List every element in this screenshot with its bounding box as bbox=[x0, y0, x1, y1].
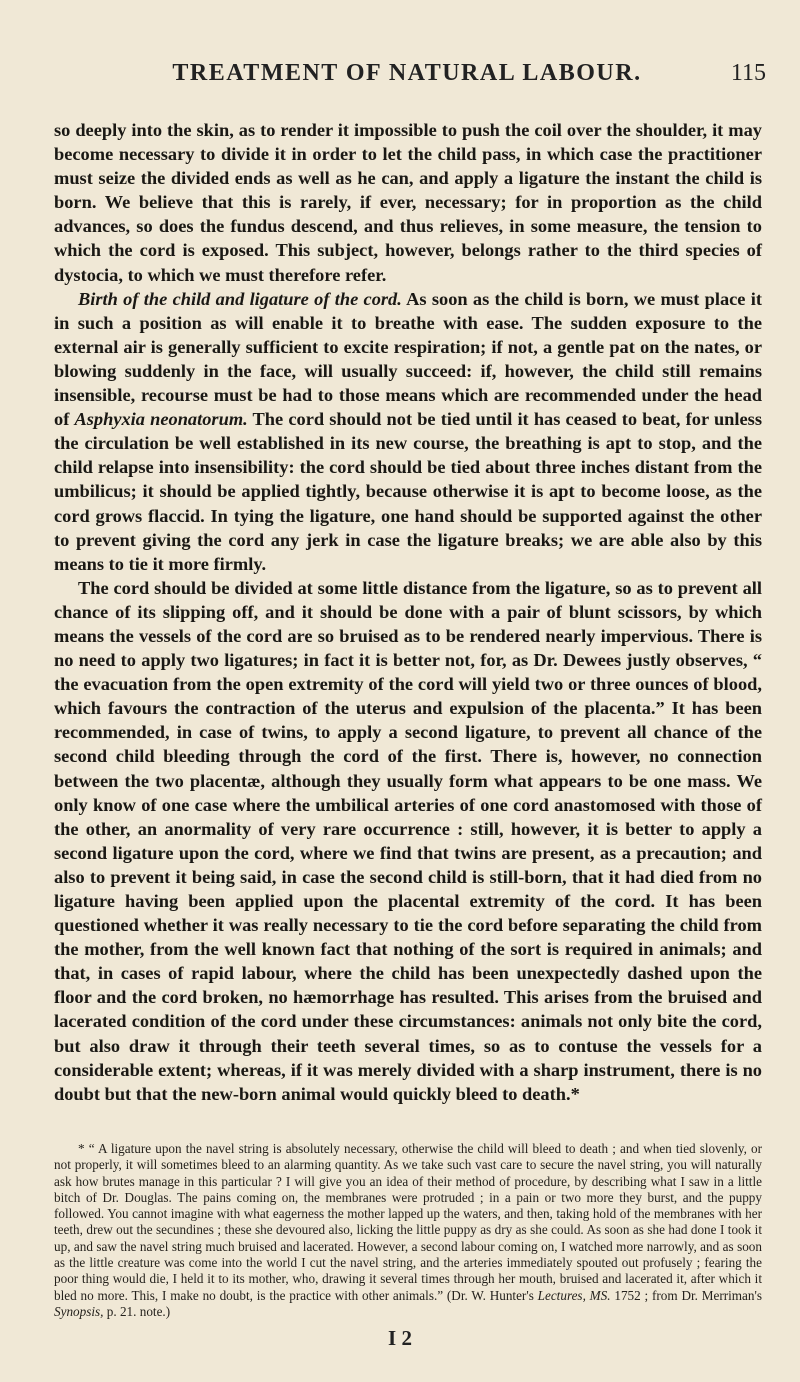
body-text bbox=[54, 118, 762, 1106]
footnote bbox=[54, 1141, 762, 1320]
paragraph-birth bbox=[54, 287, 762, 576]
footnote-synopsis: Synopsis, bbox=[54, 1303, 104, 1319]
footnote-lectures: Lectures, MS. bbox=[537, 1287, 611, 1303]
paragraph-birth-text-b: The cord should not be tied until it has ceased to beat, for unless the circulation be well established in its new course, the breathing is apt to stop, and the child relapse into insensibility: the cord should be tied about three inches distant from the umbilicus; it should be applied tightly, because otherwise it is apt to become loose, as the cord grows flaccid. In tying the ligature, one hand should be supported against the other to prevent giving the cord any jerk in case the ligature breaks; we are able also by this means to tie it more firmly. bbox=[54, 409, 762, 574]
paragraph-birth-text-a: As soon as the child is born, we must place it in such a position as will enable it to breathe with ease. The sudden exposure to the external air is generally sufficient to excite respiration; if not, a gentle pat on the nates, or blowing suddenly in the face, will usually succeed: if, however, the child still remains insensible, recourse must be had to those means which are recommended under the head of bbox=[54, 288, 762, 430]
section-heading: Birth of the child and ligature of the cord. bbox=[78, 288, 402, 309]
page-number: 115 bbox=[730, 60, 766, 86]
asphyxia-term: Asphyxia neonatorum. bbox=[74, 409, 248, 430]
footnote-text bbox=[54, 1141, 762, 1320]
running-head bbox=[48, 60, 766, 94]
footnote-text-c: p. 21. note.) bbox=[103, 1303, 171, 1319]
running-title: TREATMENT OF NATURAL LABOUR. bbox=[172, 60, 642, 86]
paragraph-divided: The cord should be divided at some little distance from the ligature, so as to prevent all chance of its slipping off, and it should be done with a pair of blunt scissors, by which means the vessels of the cord are so bruised as to be rendered nearly impervious. There is no need to apply two ligatures; in fact it is better not, for, as Dr. Dewees justly observes, “ the evacuation from the open extremity of the cord will yield two or three ounces of blood, which favours the contraction of the uterus and expulsion of the placenta.” It has been recommended, in case of twins, to apply a second ligature, to prevent all chance of the second child bleeding through the cord of the first. There is, however, no connection between the two placentæ, although they usually form what appears to be one mass. We only know of one case where the umbilical arteries of one cord anastomosed with those of the other, an anormality of very rare occurrence : still, however, it is better to apply a second ligature upon the cord, where we find that twins are present, as a precaution; and also to prevent it being said, in case the second child is still-born, that it had died from no ligature having been applied upon the placental extremity of the cord. It has been questioned whether it was really necessary to tie the cord before separating the child from the mother, from the well known fact that nothing of the sort is required in animals; and that, in cases of rapid labour, where the child has been unexpectedly dashed upon the floor and the cord broken, no hæmorrhage has resulted. This arises from the bruised and lacerated condition of the cord under these circumstances: animals not only bite the cord, but also draw it through their teeth several times, so as to contuse the vessels for a considerable extent; whereas, if it was merely divided with a sharp instrument, there is no doubt but that the new-born animal would quickly bleed to death.* bbox=[54, 577, 762, 1104]
footnote-text-a: * “ A ligature upon the navel string is absolutely necessary, otherwise the child will bleed to death ; and when tied slovenly, or not properly, it will sometimes bleed to an alarming quantity. As we take such vast care to secure the navel string, you will naturally ask how brutes manage in this particular ? I will give you an idea of their method of procedure, by describing what I saw in a little bitch of Dr. Douglas. The pains coming on, the membranes were protruded ; in a pain or two more they burst, and the puppy followed. You cannot imagine with what eagerness the mother lapped up the waters, and then, taking hold of the membranes with her teeth, drew out the secundines ; these she devoured also, licking the little puppy as dry as she could. As soon as she had done I took it up, and saw the navel string much bruised and lacerated. However, a second labour coming on, I watched more narrowly, and as soon as the little creature was come into the world I cut the navel string, and the arteries immediately spouted out profusely ; fearing the poor thing would die, I held it to its mother, who, drawing it several times through her mouth, bruised and lacerated it, after which it bled no more. This, I make no doubt, is the practice with other animals.” (Dr. W. Hunter's bbox=[54, 1141, 762, 1303]
signature-mark: I 2 bbox=[388, 1326, 412, 1350]
footnote-text-b: 1752 ; from Dr. Merriman's bbox=[610, 1287, 762, 1303]
paragraph-coil: so deeply into the skin, as to render it impossible to push the coil over the shoulder, it may become necessary to divide it in order to let the child pass, in which case the practitioner must seize the divided ends as well as he can, and apply a ligature the instant the child is born. We believe that this is rarely, if ever, necessary; for in proportion as the child advances, so does the fundus descend, and thus relieves, in some measure, the tension to which the cord is exposed. This subject, however, belongs rather to the third species of dystocia, to which we must therefore refer. bbox=[54, 120, 762, 285]
